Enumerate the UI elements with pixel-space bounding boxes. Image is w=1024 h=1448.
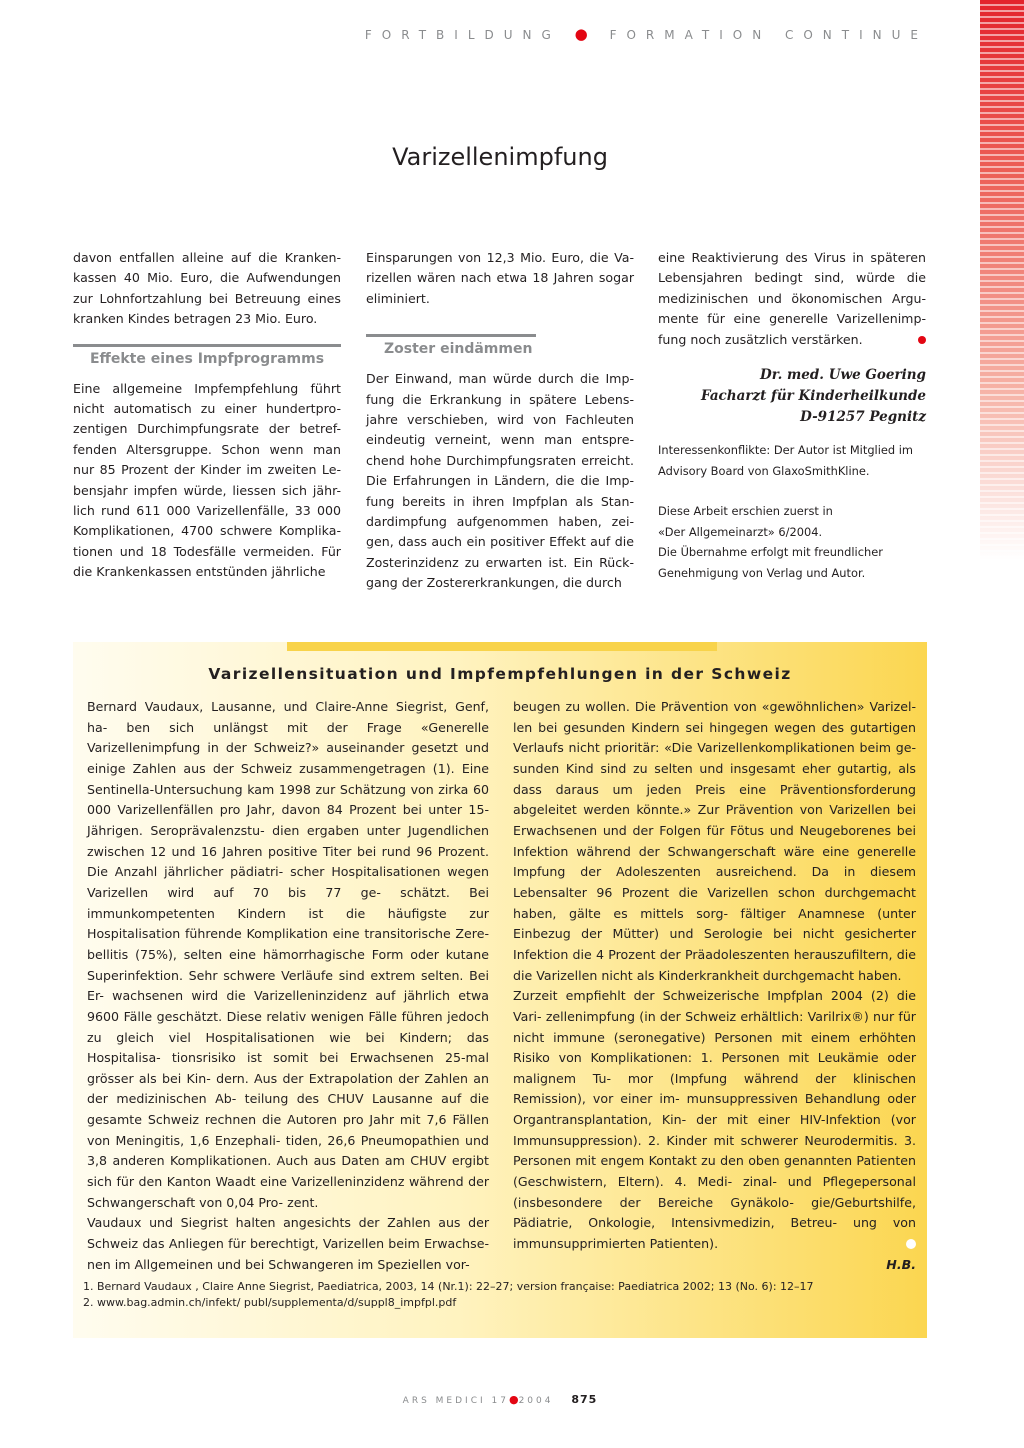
source-note [658,501,926,583]
info-box-title: Varizellensituation und Impfempfehlungen in der Schweiz [208,665,792,683]
author-block [658,365,926,428]
decorative-stripes [980,0,1024,560]
paragraph [513,986,916,1255]
paragraph: Bernard Vaudaux, Lausanne, und Claire-Anne Siegrist, Genf, ha- ben sich unlängst mit der Frage «Generelle Varizellenimpfung in der Schweiz?» auseinander gesetzt und einige Zahlen aus der Schweiz zusammengetragen (1). Eine Sentinella-Untersuchung kam 1998 zur Schätzung von zirka 60 000 Varizellenfällen pro Jahr, davon 84 Prozent bei unter 15-Jährigen. Seroprävalenzstu- dien ergaben unter Jugendlichen zwischen 12 und 16 Jahren positive Titer bei rund 96 Prozent. Die Anzahl jährlicher pädiatri- scher Hospitalisationen wegen Varizellen wird auf 70 bis 77 ge- schätzt. Bei immunkompetenten Kindern ist die häufigste zur Hospitalisation führende Komplikation eine transitorische Zere- bellitis (75%), selten eine hämorrhagische Form oder kutane Superinfektion. Sehr schwere Verläufe sind extrem selten. Bei Er- wachsenen wird die Varizelleninzidenz auf jährlich etwa 9600 Fälle geschätzt. Diese relativ wenigen Fälle führen jedoch zu gleich viel Hospitalisationen wie bei Kindern; das Hospitalisa- tionsrisiko ist somit bei Erwachsenen 25-mal grösser als bei Kin- dern. Aus der Extrapolation der Zahlen an der medizinischen Ab- teilung des CHUV Lausanne auf die gesamte Schweiz rechnen die Autoren pro Jahr mit 7,6 Fällen von Meningitis, 1,6 Enzephali- tiden, 26,6 Pneumopathien und 3,8 anderen Komplikationen. Auch aus Daten am CHUV ergibt sich für den Kanton Waadt eine Varizelleninzidenz während der Schwangerschaft von 0,04 Pro- zent. [87,699,489,1210]
paragraph: Der Einwand, man würde durch die Imp- fung die Erkrankung in spätere Lebens- jahre verschieben, wird von Fachleuten eindeutig verneint, wenn man entspre- chend hohe Durchimpfungsraten erreicht. Die Erfahrungen in Ländern, die die Imp- fung bereits in ihren Impfplan als Stan- dardimpfung aufgenommen haben, zei- gen, dass auch ein positiver Effekt auf die Zosterinzidenz zu erwarten ist. Ein Rück- gang der Zostererkrankungen, die durch [366,371,634,591]
end-mark-icon [906,1239,916,1249]
author-city: D-91257 Pegnitz [800,409,926,426]
paragraph-text: eine Reaktivierung des Virus in späteren Lebensjahren bedingt sind, würde die medizinischen und ökonomischen Argu- mente für eine generelle Varizellenimp- fung noch zusätzlich verstärken. [658,250,926,347]
column-3 [658,248,926,584]
header-left: FORTBILDUNG [364,28,561,42]
paragraph [658,248,926,350]
column-2 [366,248,634,594]
subheading-block [366,309,634,361]
header-right: FORMATION CONTINUE [609,28,928,42]
subheading: Zoster eindämmen [384,341,533,358]
references [83,1279,923,1311]
author-name: Dr. med. Uwe Goering [760,367,926,384]
page-number: 875 [571,1393,598,1406]
subheading: Effekte eines Impfprogramms [89,350,325,367]
page-title: Varizellenimpfung [392,143,608,171]
info-box-top-bar [287,642,717,651]
source-line: Die Übernahme erfolgt mit freundlicher [658,545,883,560]
end-mark-icon [918,336,926,344]
paragraph: davon entfallen alleine auf die Kranken- kassen 40 Mio. Euro, die Aufwendungen zur Lohnfortzahlung bei Betreuung eines kranken Kindes betragen 23 Mio. Euro. [73,250,341,327]
paragraph: Vaudaux und Siegrist halten angesichts der Zahlen aus der Schweiz das Anliegen für berechtigt, Varizellen beim Erwachse- nen im Allgemeinen und bei Schwangeren im Speziellen vor- [87,1215,489,1272]
footer-dot-icon: ● [508,1393,519,1406]
footer-year: 2004 [518,1396,554,1406]
column-1 [73,248,341,583]
section-header [356,25,928,43]
source-line: «Der Allgemeinarzt» 6/2004. [658,524,823,539]
signature: H.B. [886,1256,916,1272]
info-box-column-2 [513,697,916,1275]
page-footer [0,1393,1000,1406]
conflict-note: Interessenkonflikte: Der Autor ist Mitglied im Advisory Board von GlaxoSmithKline. [658,443,913,478]
header-dot-icon: ● [574,25,596,43]
author-title: Facharzt für Kinderheilkunde [700,388,926,405]
paragraph: beugen zu wollen. Die Prävention von «gewöhnlichen» Varizel- len bei gesunden Kindern sei hingegen wegen des gutartigen Verlaufs nicht prioritär: «Die Varizellenkomplikationen beim ge- sunden Kind sind zu selten und insgesamt eher gutartig, als dass daraus um jeden Preis eine Präventionsforderung abgeleitet werden könnte.» Zur Prävention von Varizellen bei Erwachsenen und der Folgen für Fötus und Neugeborenes bei Infektion während der Schwangerschaft wäre eine generelle Impfung der Adoleszenten ausreichend. Da in diesem Lebensalter 96 Prozent die Varizellen schon durchgemacht haben, gälte es mittels sorg- fältiger Anamnese (unter Einbezug der Mütter) und Serologie bei nicht gesicherter Infektion die 4 Prozent der Präadoleszenten herauszufiltern, die die Varizellen nicht als Kinderkrankheit durchgemacht haben. [513,699,916,983]
source-line: Diese Arbeit erschien zuerst in [658,504,833,519]
info-box-column-1 [87,697,489,1275]
source-line: Genehmigung von Verlag und Autor. [658,566,866,580]
paragraph-text: Zurzeit empfiehlt der Schweizerische Impfplan 2004 (2) die Vari- zellenimpfung (in der Schweiz erhältlich: Varilrix®) nur für nicht immune (seronegative) Personen mit einem erhöhten Risiko von Komplikationen: 1. Personen mit Leukämie oder malignem Tu- mor (Impfung während der klinischen Remission), vor einer im- munsuppressiven Behandlung oder Organtransplantation, Kin- der mit einer HIV-Infektion (vor Immunsuppression). 2. Kinder mit schwerer Neurodermitis. 3. Personen mit engem Kontakt zu den oben genannten Patienten (Geschwistern, Eltern). 4. Medi- zinal- und Pflegepersonal (insbesondere der Bereiche Gynäkolo- gie/Geburtshilfe, Pädiatrie, Onkologie, Intensivmedizin, Betreu- ung von immunsupprimierten Patienten). [513,988,916,1252]
paragraph: Einsparungen von 12,3 Mio. Euro, die Va- rizellen wären nach etwa 18 Jahren sogar eliminiert. [366,250,634,306]
subheading-block [73,330,341,371]
footer-journal: ARS MEDICI 17 [402,1396,509,1406]
reference-item: 1. Bernard Vaudaux , Claire Anne Siegrist, Paediatrica, 2003, 14 (Nr.1): 22–27; version française: Paediatrica 2002; 13 (No. 6): 12–17 [83,1280,814,1293]
reference-item: 2. www.bag.admin.ch/infekt/ publ/supplementa/d/suppl8_impfpl.pdf [83,1296,457,1309]
paragraph: Eine allgemeine Impfempfehlung führt nicht automatisch zu einer hundertpro- zentigen Durchimpfungsrate der betref- fenden Altersgruppe. Schon wenn man nur 85 Prozent der Kinder im zweiten Le- bensjahr impfen würde, liessen sich jähr- lich rund 611 000 Varizellenfälle, 33 000 Komplikationen, 4700 schwere Komplika- tionen und 18 Todesfälle vermeiden. Für die Krankenkassen entstünden jährliche [73,380,341,580]
